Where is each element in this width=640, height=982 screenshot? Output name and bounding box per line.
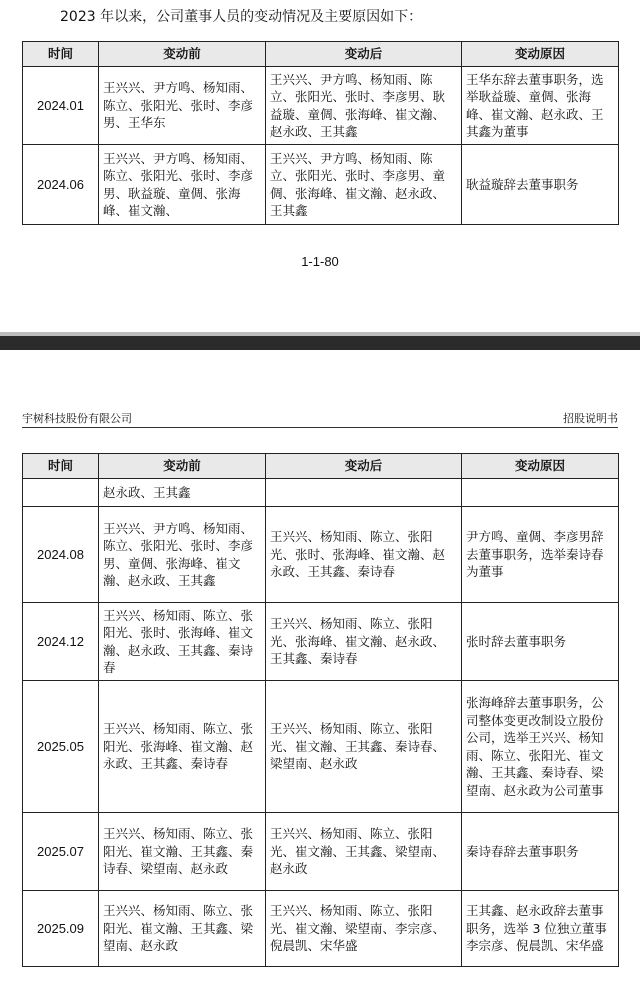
cell-before: 王兴兴、尹方鸣、杨知雨、陈立、张阳光、张时、李彦男、耿益璇、童倜、张海峰、崔文瀚、 <box>99 145 266 225</box>
cell-reason: 张海峰辞去董事职务，公司整体变更改制设立股份公司，选举王兴兴、杨知雨、陈立、张阳光、崔文瀚、王其鑫、秦诗春、梁望南、赵永政为公司董事 <box>462 681 619 813</box>
cell-before: 赵永政、王其鑫 <box>99 479 266 507</box>
cell-reason: 王其鑫、赵永政辞去董事职务，选举 3 位独立董事李宗彦、倪晨凯、宋华盛 <box>462 891 619 967</box>
directors-change-table-part2 <box>22 453 619 967</box>
cell-after <box>266 479 462 507</box>
table-row <box>23 145 619 225</box>
cell-time: 2025.07 <box>23 813 99 891</box>
table-row <box>23 891 619 967</box>
cell-after: 王兴兴、杨知雨、陈立、张阳光、张时、张海峰、崔文瀚、赵永政、王其鑫、秦诗春 <box>266 507 462 603</box>
table-header-row <box>23 42 619 67</box>
column-header-time: 时间 <box>23 42 99 67</box>
cell-after: 王兴兴、杨知雨、陈立、张阳光、崔文瀚、梁望南、李宗彦、倪晨凯、宋华盛 <box>266 891 462 967</box>
cell-after: 王兴兴、尹方鸣、杨知雨、陈立、张阳光、张时、李彦男、耿益璇、童倜、张海峰、崔文瀚、赵永政、王其鑫 <box>266 67 462 145</box>
column-header-after: 变动后 <box>266 42 462 67</box>
page-number: 1-1-80 <box>301 254 339 269</box>
cell-reason <box>462 479 619 507</box>
cell-before: 王兴兴、杨知雨、陈立、张阳光、崔文瀚、王其鑫、梁望南、赵永政 <box>99 891 266 967</box>
column-header-before: 变动前 <box>99 42 266 67</box>
cell-time: 2024.06 <box>23 145 99 225</box>
table-row <box>23 507 619 603</box>
cell-reason: 秦诗春辞去董事职务 <box>462 813 619 891</box>
column-header-time: 时间 <box>23 454 99 479</box>
table-row <box>23 67 619 145</box>
cell-reason: 耿益璇辞去董事职务 <box>462 145 619 225</box>
column-header-after: 变动后 <box>266 454 462 479</box>
cell-time <box>23 479 99 507</box>
table-header-row <box>23 454 619 479</box>
cell-before: 王兴兴、尹方鸣、杨知雨、陈立、张阳光、张时、李彦男、王华东 <box>99 67 266 145</box>
cell-after: 王兴兴、杨知雨、陈立、张阳光、张海峰、崔文瀚、赵永政、王其鑫、秦诗春 <box>266 603 462 681</box>
cell-time: 2024.08 <box>23 507 99 603</box>
cell-time: 2024.01 <box>23 67 99 145</box>
table-row <box>23 681 619 813</box>
directors-change-table-part1 <box>22 41 619 225</box>
cell-time: 2024.12 <box>23 603 99 681</box>
column-header-reason: 变动原因 <box>462 454 619 479</box>
cell-before: 王兴兴、尹方鸣、杨知雨、陈立、张阳光、张时、李彦男、童倜、张海峰、崔文瀚、赵永政、王其鑫 <box>99 507 266 603</box>
cell-before: 王兴兴、杨知雨、陈立、张阳光、张时、张海峰、崔文瀚、赵永政、王其鑫、秦诗春 <box>99 603 266 681</box>
company-name: 宇树科技股份有限公司 <box>22 412 132 425</box>
cell-before: 王兴兴、杨知雨、陈立、张阳光、崔文瀚、王其鑫、秦诗春、梁望南、赵永政 <box>99 813 266 891</box>
cell-time: 2025.05 <box>23 681 99 813</box>
cell-time: 2025.09 <box>23 891 99 967</box>
cell-after: 王兴兴、尹方鸣、杨知雨、陈立、张阳光、张时、李彦男、童倜、张海峰、崔文瀚、赵永政、王其鑫 <box>266 145 462 225</box>
column-header-reason: 变动原因 <box>462 42 619 67</box>
column-header-before: 变动前 <box>99 454 266 479</box>
table-row <box>23 479 619 507</box>
cell-after: 王兴兴、杨知雨、陈立、张阳光、崔文瀚、王其鑫、梁望南、赵永政 <box>266 813 462 891</box>
intro-text: 2023 年以来，公司董事人员的变动情况及主要原因如下： <box>60 9 423 25</box>
table-row <box>23 603 619 681</box>
document-type: 招股说明书 <box>563 412 618 425</box>
cell-after: 王兴兴、杨知雨、陈立、张阳光、崔文瀚、王其鑫、秦诗春、梁望南、赵永政 <box>266 681 462 813</box>
cell-reason: 尹方鸣、童倜、李彦男辞去董事职务，选举秦诗春为董事 <box>462 507 619 603</box>
cell-reason: 王华东辞去董事职务，选举耿益璇、童倜、张海峰、崔文瀚、赵永政、王其鑫为董事 <box>462 67 619 145</box>
document-header <box>22 410 618 428</box>
table-row <box>23 813 619 891</box>
page-gap-divider <box>0 336 640 350</box>
cell-reason: 张时辞去董事职务 <box>462 603 619 681</box>
cell-before: 王兴兴、杨知雨、陈立、张阳光、张海峰、崔文瀚、赵永政、王其鑫、秦诗春 <box>99 681 266 813</box>
